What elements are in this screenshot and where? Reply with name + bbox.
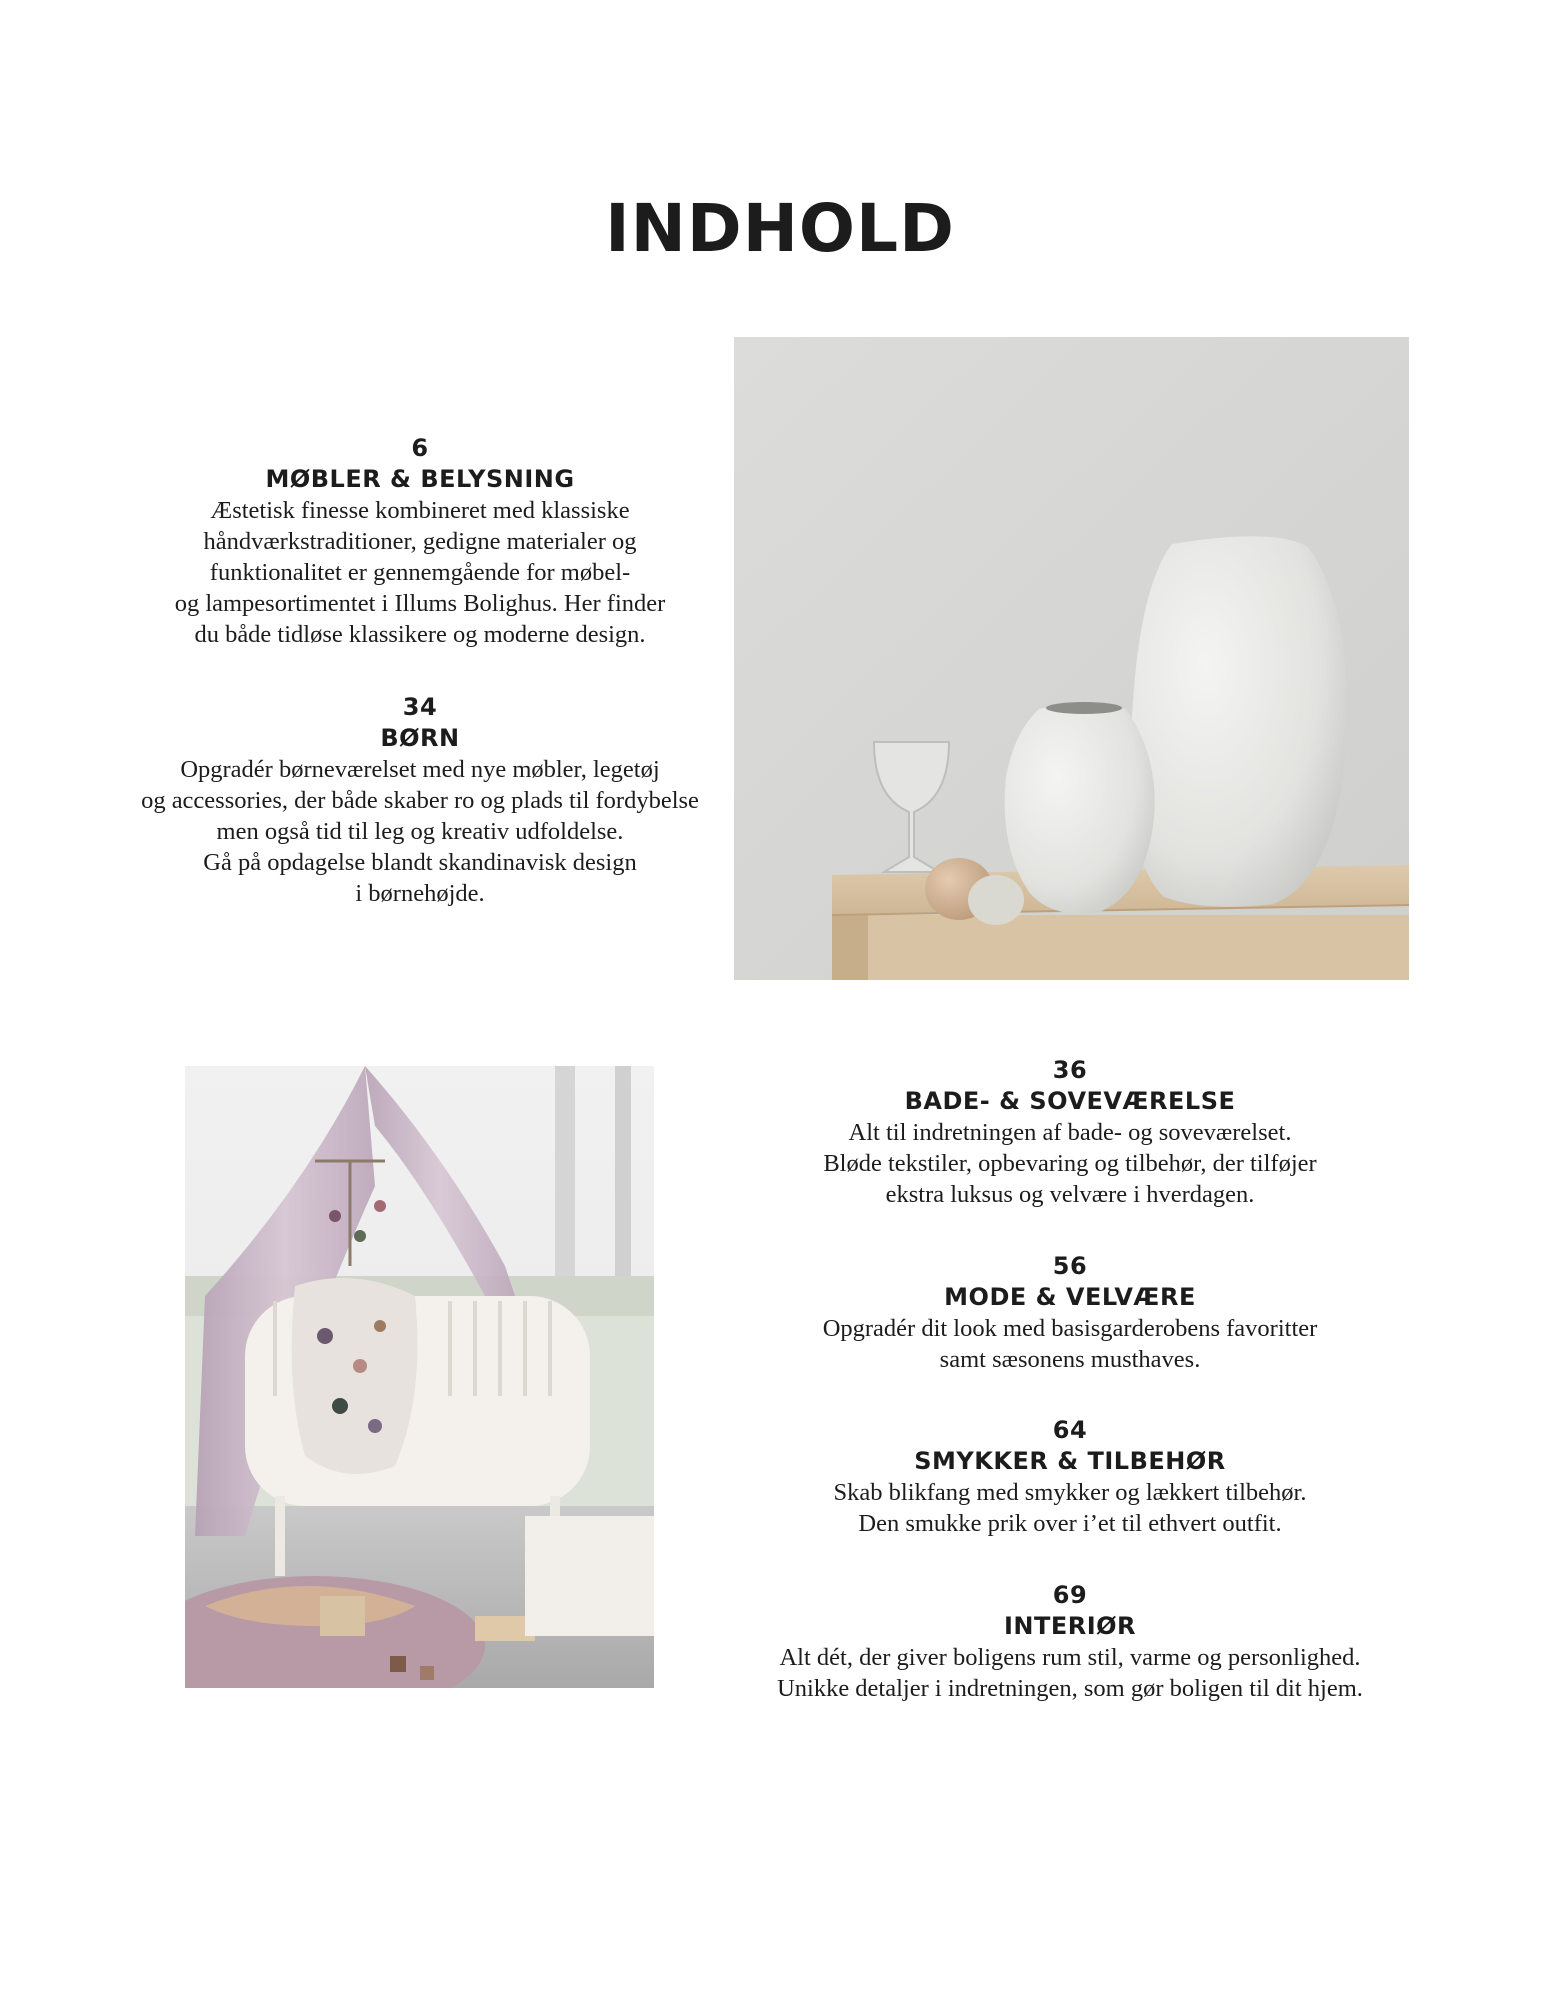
vases-photo [734, 337, 1409, 980]
toc-description: Alt dét, der giver boligens rum stil, varme og personlighed. Unikke detaljer i indretningen, som gør boligen til dit hjem. [777, 1644, 1363, 1702]
toc-heading: BADE- & SOVEVÆRELSE [904, 1087, 1236, 1115]
toc-heading: SMYKKER & TILBEHØR [914, 1447, 1226, 1475]
vases-illustration [734, 337, 1409, 980]
toc-page-number: 36 [1052, 1056, 1088, 1084]
toc-page-number: 34 [402, 693, 438, 721]
toc-heading: INTERIØR [1003, 1612, 1137, 1640]
toc-description: Skab blikfang med smykker og lækkert tilbehør. Den smukke prik over i’et til ethvert outfit. [833, 1479, 1307, 1537]
toc-page-number: 56 [1052, 1252, 1088, 1280]
toc-heading: MØBLER & BELYSNING [265, 465, 575, 493]
page-title: INDHOLD [605, 190, 955, 267]
toc-entry-furniture-lighting[interactable] [100, 433, 740, 650]
toc-entry-fashion-wellness[interactable] [720, 1251, 1420, 1375]
toc-page-number: 69 [1052, 1581, 1088, 1609]
crib-photo [185, 1066, 654, 1688]
toc-entry-children[interactable] [100, 692, 740, 909]
toc-description: Opgradér børneværelset med nye møbler, legetøj og accessories, der både skaber ro og plads til fordybelse men også tid til leg og kreativ udfoldelse. Gå på opdagelse blandt skandinavisk design i børnehøjde. [141, 756, 699, 907]
crib-illustration [185, 1066, 654, 1688]
toc-entry-interior[interactable] [720, 1580, 1420, 1704]
toc-entry-bath-bedroom[interactable] [720, 1055, 1420, 1210]
toc-description: Alt til indretningen af bade- og soveværelset. Bløde tekstiler, opbevaring og tilbehør, der tilføjer ekstra luksus og velvære i hverdagen. [823, 1119, 1317, 1208]
toc-heading: MODE & VELVÆRE [944, 1283, 1196, 1311]
toc-entry-jewelry-accessories[interactable] [720, 1415, 1420, 1539]
toc-description: Opgradér dit look med basisgarderobens favoritter samt sæsonens musthaves. [822, 1315, 1318, 1373]
toc-page-number: 64 [1052, 1416, 1088, 1444]
toc-heading: BØRN [380, 724, 460, 752]
toc-description: Æstetisk finesse kombineret med klassiske håndværkstraditioner, gedigne materialer og funktionalitet er gennemgående for møbel- og lampesortimentet i Illums Bolighus. Her finder du både tidløse klassikere og moderne design. [174, 497, 666, 648]
toc-page-number: 6 [411, 434, 429, 462]
